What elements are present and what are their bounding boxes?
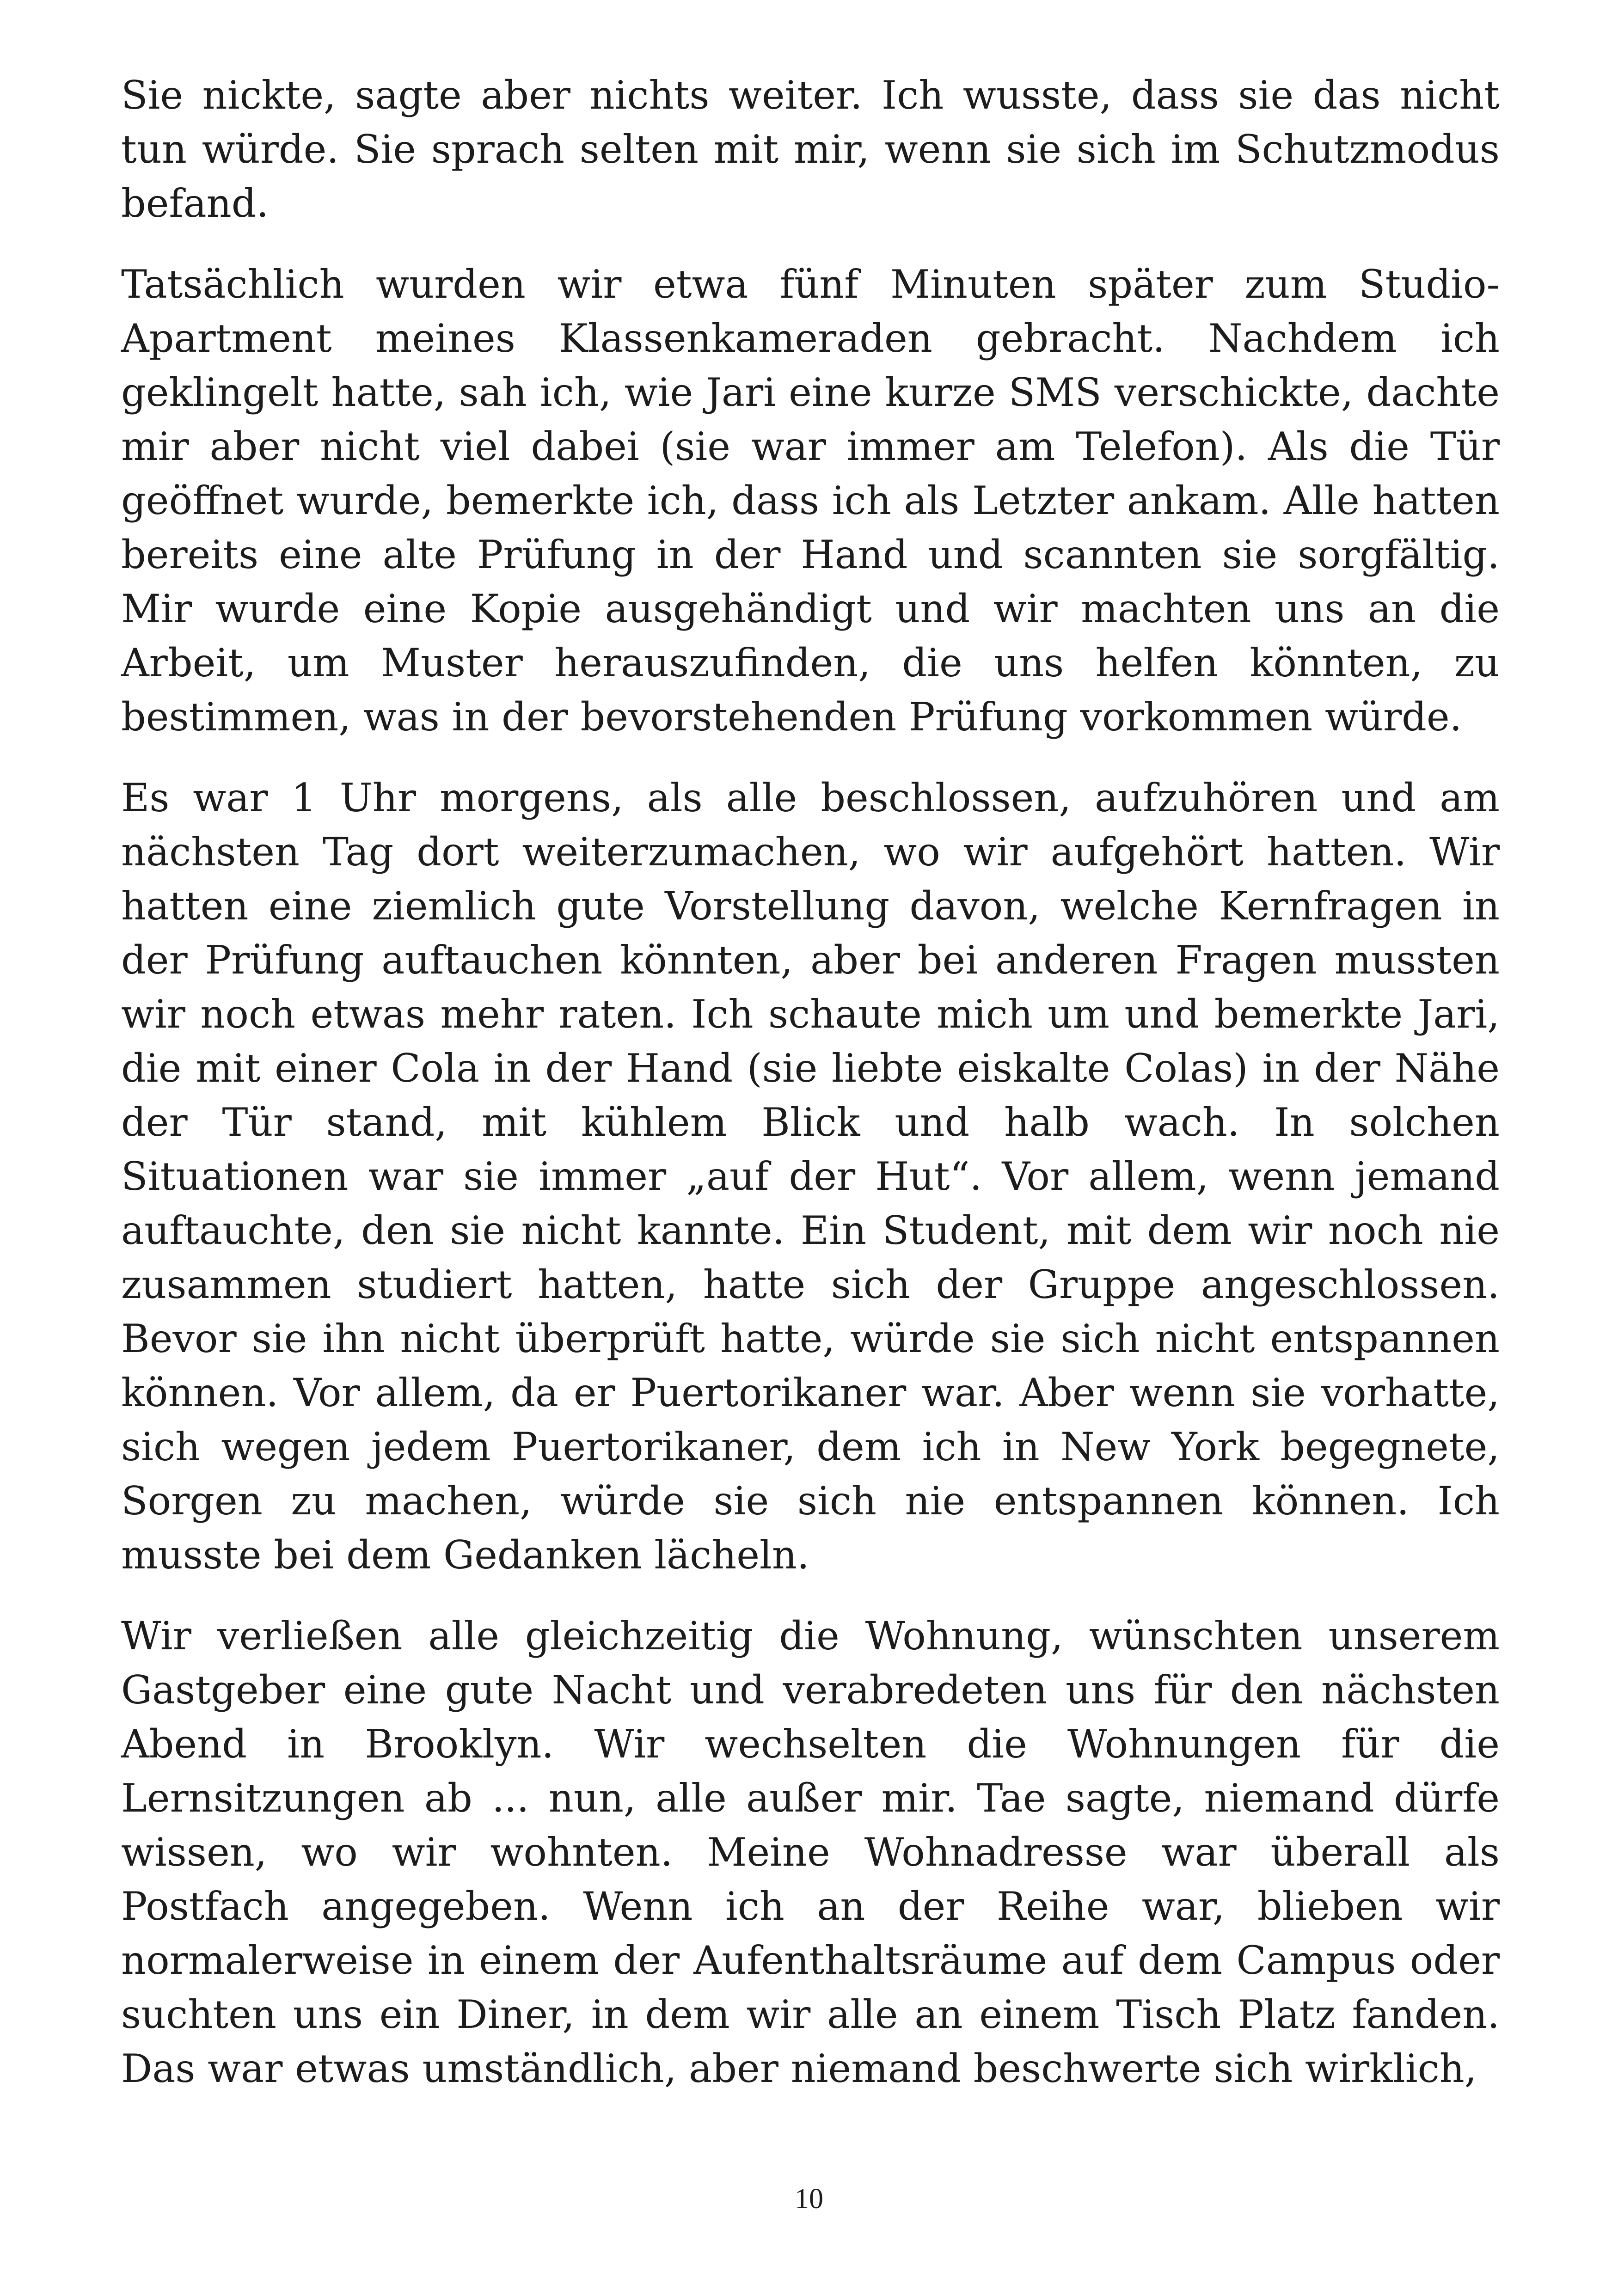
page-number: 10 <box>795 2183 823 2215</box>
paragraph-4: Wir verließen alle gleichzeitig die Wohnung, wünschten unserem Gastgeber eine gute Nacht und verabredeten uns für den nächsten Abend in Brooklyn. Wir wechselten die Wohnungen für die Lernsitzungen ab ... nun, alle außer mir. Tae sagte, niemand dürfe wissen, wo wir wohnten. Meine Wohnadresse war überall als Postfach angegeben. Wenn ich an der Reihe war, blieben wir normalerweise in einem der Aufenthaltsräume auf dem Campus oder suchten uns ein Diner, in dem wir alle an einem Tisch Platz fanden. Das war etwas umständlich, aber niemand beschwerte sich wirklich, <box>121 1613 1500 2091</box>
page-body-text <box>121 68 1500 2123</box>
paragraph-2: Tatsächlich wurden wir etwa fünf Minuten später zum Studio-Apartment meines Klassenkameraden gebracht. Nachdem ich geklingelt hatte, sah ich, wie Jari eine kurze SMS verschickte, dachte mir aber nicht viel dabei (sie war immer am Telefon). Als die Tür geöffnet wurde, bemerkte ich, dass ich als Letzter ankam. Alle hatten bereits eine alte Prüfung in der Hand und scannten sie sorgfältig. Mir wurde eine Kopie ausgehändigt und wir machten uns an die Arbeit, um Muster herauszufinden, die uns helfen könnten, zu bestimmen, was in der bevorstehenden Prüfung vorkommen würde. <box>121 262 1500 740</box>
paragraph-3: Es war 1 Uhr morgens, als alle beschlossen, aufzuhören und am nächsten Tag dort weiterzumachen, wo wir aufgehört hatten. Wir hatten eine ziemlich gute Vorstellung davon, welche Kernfragen in der Prüfung auftauchen könnten, aber bei anderen Fragen mussten wir noch etwas mehr raten. Ich schaute mich um und bemerkte Jari, die mit einer Cola in der Hand (sie liebte eiskalte Colas) in der Nähe der Tür stand, mit kühlem Blick und halb wach. In solchen Situationen war sie immer „auf der Hut“. Vor allem, wenn jemand auftauchte, den sie nicht kannte. Ein Student, mit dem wir noch nie zusammen studiert hatten, hatte sich der Gruppe angeschlossen. Bevor sie ihn nicht überprüft hatte, würde sie sich nicht entspannen können. Vor allem, da er Puertorikaner war. Aber wenn sie vorhatte, sich wegen jedem Puertorikaner, dem ich in New York begegnete, Sorgen zu machen, würde sie sich nie entspannen können. Ich musste bei dem Gedanken lächeln. <box>121 775 1500 1578</box>
paragraph-1: Sie nickte, sagte aber nichts weiter. Ich wusste, dass sie das nicht tun würde. Sie sprach selten mit mir, wenn sie sich im Schutzmodus befand. <box>121 73 1500 226</box>
